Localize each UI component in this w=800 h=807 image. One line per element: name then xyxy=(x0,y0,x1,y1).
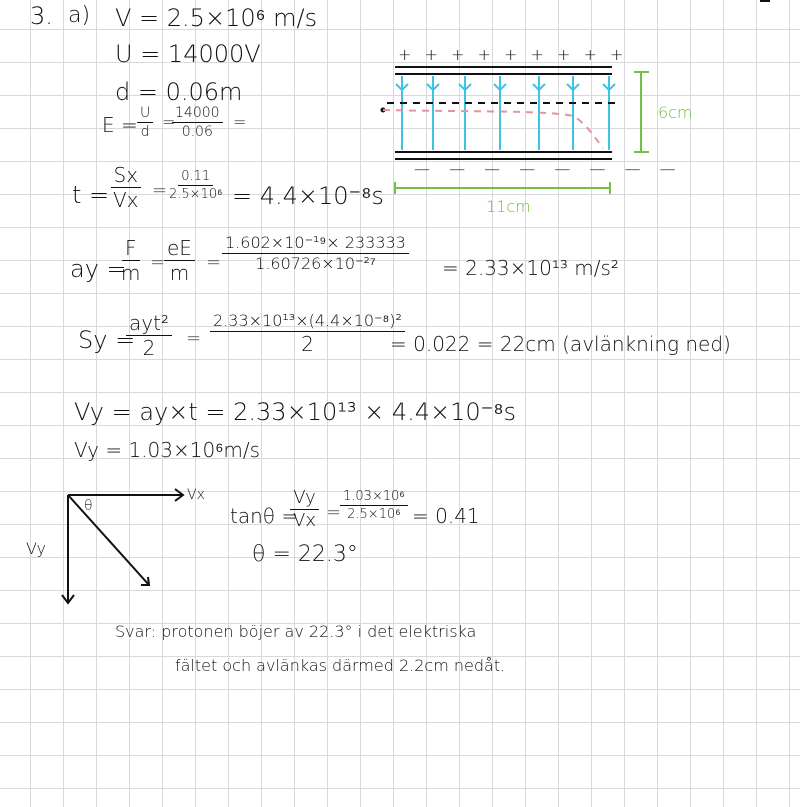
angle-eq: = xyxy=(326,502,342,523)
field-eq: = xyxy=(162,112,176,131)
accel-frac-3 xyxy=(222,235,409,272)
vy-label: Vy xyxy=(26,539,46,558)
field-line-6 xyxy=(567,76,579,150)
accel-eq-1: = xyxy=(150,252,166,273)
angle-frac-2-den: 2.5×10⁶ xyxy=(347,507,401,522)
field-line-7 xyxy=(603,76,615,150)
time-eq: = xyxy=(152,180,168,201)
answer-line-2: fältet och avlänkas därmed 2.2cm nedåt. xyxy=(175,656,506,675)
width-label: 11cm xyxy=(486,197,531,216)
field-end: = xyxy=(233,112,247,131)
deflection-frac-2-den: 2 xyxy=(301,332,314,356)
field-lhs: E = xyxy=(102,113,138,137)
deflection-lhs: Sy = xyxy=(78,326,136,354)
vy-calculation: Vy = ay×t = 2.33×10¹³ × 4.4×10⁻⁸s xyxy=(74,398,516,426)
capacitor-diagram xyxy=(375,60,635,200)
deflection-frac-2 xyxy=(210,313,405,354)
accel-frac-2 xyxy=(164,238,195,283)
time-frac-1-den: Vx xyxy=(113,188,139,212)
time-lhs: t = xyxy=(72,181,110,209)
theta-label: θ xyxy=(84,498,93,514)
accel-frac-1-den: m xyxy=(121,261,141,285)
angle-frac-2-num: 1.03×10⁶ xyxy=(340,490,408,506)
problem-part: a) xyxy=(68,3,91,28)
time-frac-2 xyxy=(166,170,225,201)
angle-result: θ = 22.3° xyxy=(252,542,358,567)
cut-stroke xyxy=(760,0,770,2)
accel-frac-2-den: m xyxy=(169,261,190,285)
field-frac-2 xyxy=(172,106,223,139)
bottom-plate-charges: — — — — — — — — xyxy=(414,159,683,178)
field-frac-1-den: d xyxy=(140,124,150,140)
accel-lhs: ay = xyxy=(70,255,127,283)
time-result: = 4.4×10⁻⁸s xyxy=(232,182,384,210)
angle-frac-1 xyxy=(290,489,319,530)
answer-line-1: Svar: protonen böjer av 22.3° i det elektriska xyxy=(115,622,477,641)
accel-frac-3-num: 1.602×10⁻¹⁹× 233333 xyxy=(222,235,409,254)
accel-frac-2-num: eE xyxy=(164,238,195,261)
field-frac-1-num: U xyxy=(137,106,153,123)
given-voltage: U = 14000V xyxy=(115,40,261,68)
deflection-frac-1 xyxy=(126,313,172,358)
accel-eq-2: = xyxy=(206,252,222,273)
accel-frac-1 xyxy=(118,238,143,283)
vy-result: Vy = 1.03×10⁶m/s xyxy=(74,438,261,462)
field-frac-1 xyxy=(137,106,153,139)
angle-frac-2 xyxy=(340,490,408,521)
angle-ratio: = 0.41 xyxy=(412,504,480,528)
field-line-2 xyxy=(427,76,439,150)
field-line-3 xyxy=(459,76,471,150)
given-velocity: V = 2.5×10⁶ m/s xyxy=(115,4,318,32)
resultant-vector xyxy=(68,495,149,585)
vx-label: Vx xyxy=(187,487,205,503)
deflection-frac-1-num: ayt² xyxy=(126,313,172,336)
field-frac-2-num: 14000 xyxy=(172,106,223,123)
problem-number: 3. xyxy=(30,2,53,30)
angle-frac-1-den: Vx xyxy=(293,510,316,531)
field-line-4 xyxy=(494,76,506,150)
time-frac-1-num: Sx xyxy=(111,165,142,188)
accel-result: = 2.33×10¹³ m/s² xyxy=(442,256,619,280)
given-distance: d = 0.06m xyxy=(115,78,243,106)
time-frac-2-num: 0.11 xyxy=(178,170,213,186)
deflected-path xyxy=(383,110,603,148)
top-plate-charges: + + + + + + + + + xyxy=(398,45,628,64)
velocity-vector-diagram xyxy=(55,485,205,615)
deflection-result: = 0.022 = 22cm (avlänkning ned) xyxy=(390,332,731,356)
deflection-eq: = xyxy=(186,328,202,349)
height-label: 6cm xyxy=(658,103,693,122)
angle-lhs: tanθ = xyxy=(230,504,299,528)
deflection-frac-1-den: 2 xyxy=(142,336,156,360)
time-frac-1 xyxy=(110,165,142,210)
accel-frac-3-den: 1.60726×10⁻²⁷ xyxy=(255,254,376,273)
deflection-frac-2-num: 2.33×10¹³×(4.4×10⁻⁸)² xyxy=(210,313,405,332)
accel-frac-1-num: F xyxy=(122,238,140,261)
field-line-1 xyxy=(396,76,408,150)
field-lines xyxy=(396,76,615,150)
angle-frac-1-num: Vy xyxy=(290,489,318,510)
time-frac-2-den: 2.5×10⁶ xyxy=(169,187,223,202)
field-frac-2-den: 0.06 xyxy=(181,124,213,140)
